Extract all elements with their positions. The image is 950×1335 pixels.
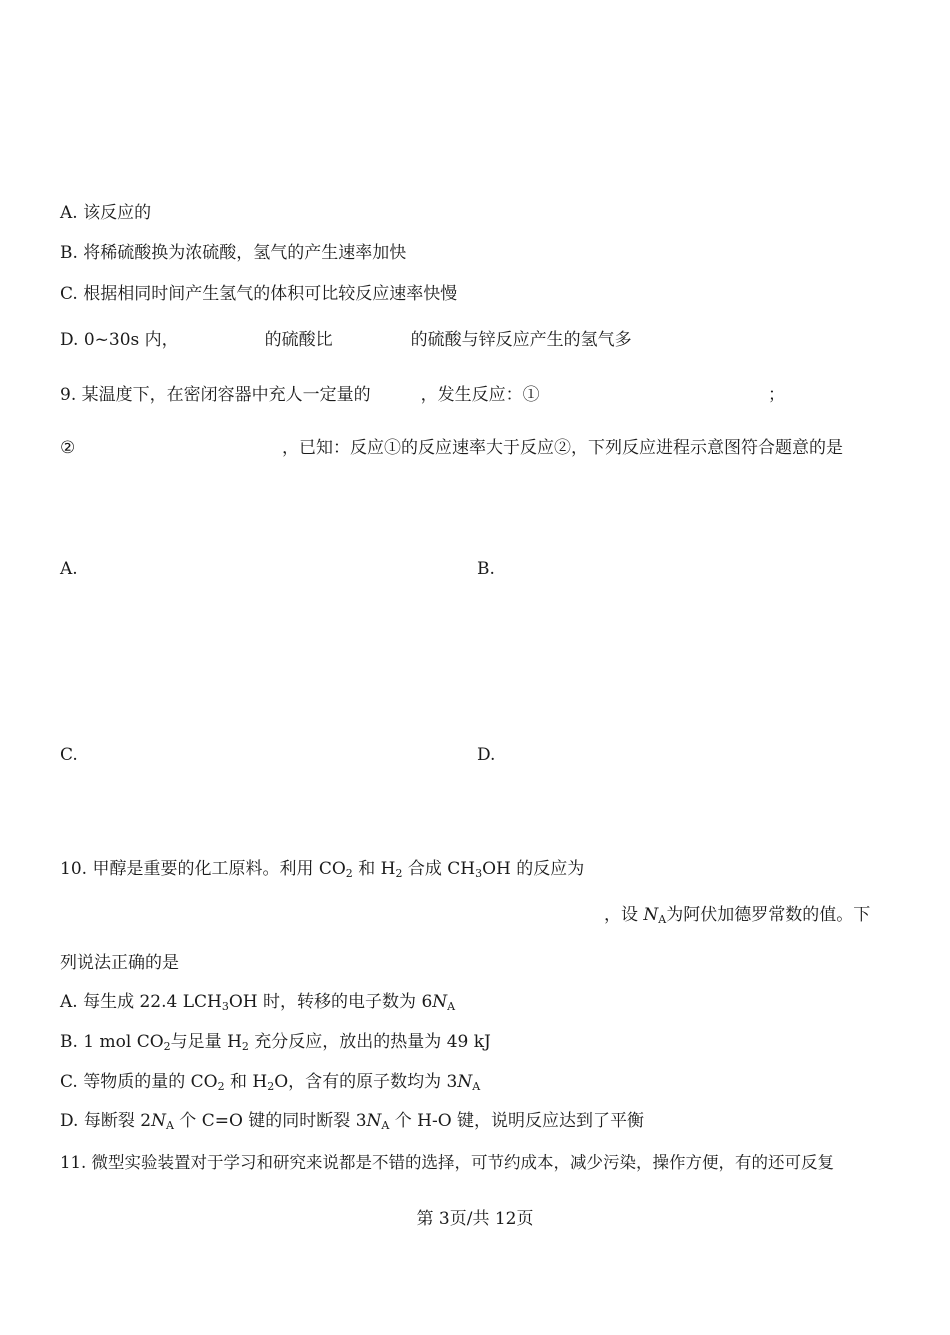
q10-opt-d-n: N xyxy=(151,1111,166,1131)
q10-opt-d-sub2: A xyxy=(381,1119,390,1132)
q8-option-d-part2: 的硫酸比 xyxy=(264,330,333,350)
q10-line2-t2: 为阿伏加德罗常数的值。下 xyxy=(666,905,871,925)
q8-option-d-part3: 的硫酸与锌反应产生的氢气多 xyxy=(410,330,632,350)
q9-option-c: C. xyxy=(60,745,78,765)
q10-line2-sub: A xyxy=(658,913,667,926)
q9-stem-part2: ，发生反应：① xyxy=(420,385,540,405)
q11-stem: 11. 微型实验装置对于学习和研究来说都是不错的选择，可节约成本，减少污染，操作方便，有的还可反复 xyxy=(60,1153,834,1172)
q10-opt-a-t2: OH 时，转移的电子数为 6 xyxy=(228,992,433,1012)
q10-opt-d-n2: N xyxy=(366,1111,382,1131)
q10-stem-sub3: 3 xyxy=(475,867,483,880)
q10-stem-t4: OH 的反应为 xyxy=(482,859,585,879)
q10-line3: 列说法正确的是 xyxy=(60,953,179,973)
q10-opt-b-t1: B. 1 mol CO xyxy=(60,1032,164,1052)
q10-opt-a-sub2: A xyxy=(447,1000,456,1013)
q10-option-b xyxy=(60,1031,491,1053)
q10-opt-c-t1: C. 等物质的量的 CO xyxy=(60,1072,218,1092)
q10-opt-c-sub3: A xyxy=(472,1080,481,1093)
q8-option-a: A. 该反应的 xyxy=(60,203,152,223)
q10-line2 xyxy=(604,904,870,926)
q9-stem xyxy=(60,384,540,406)
q8-option-c: C. 根据相同时间产生氢气的体积可比较反应速率快慢 xyxy=(60,284,458,304)
q10-opt-b-t3: 充分反应，放出的热量为 49 kJ xyxy=(248,1032,491,1052)
q9-option-d: D. xyxy=(477,745,496,765)
q10-opt-c-sub2: 2 xyxy=(267,1080,275,1093)
q10-opt-b-sub2: 2 xyxy=(241,1040,249,1053)
q10-stem xyxy=(60,858,584,880)
q10-opt-d-sub: A xyxy=(165,1119,174,1132)
q10-opt-a-n: N xyxy=(432,992,448,1012)
q10-opt-d-t1: D. 每断裂 2 xyxy=(60,1111,152,1131)
q9-line2-marker: ② xyxy=(60,438,76,458)
q10-stem-t1: 10. 甲醇是重要的化工原料。利用 CO xyxy=(60,859,346,879)
q8-option-b: B. 将稀硫酸换为浓硫酸，氢气的产生速率加快 xyxy=(60,243,407,263)
q10-stem-t3: 合成 CH xyxy=(402,859,476,879)
q10-opt-b-t2: 与足量 H xyxy=(170,1032,242,1052)
q10-opt-b-sub: 2 xyxy=(163,1040,171,1053)
q8-option-d xyxy=(60,329,632,351)
q10-opt-c-n: N xyxy=(457,1072,473,1092)
q10-opt-c-sub: 2 xyxy=(217,1080,225,1093)
q10-line2-n: N xyxy=(643,905,659,925)
q10-option-a xyxy=(60,991,455,1013)
q9-stem-semicolon: ； xyxy=(768,385,785,405)
q8-option-d-part1: D. 0~30s 内， xyxy=(60,330,179,350)
q10-option-c xyxy=(60,1071,480,1093)
q10-stem-sub1: 2 xyxy=(345,867,353,880)
q10-stem-sub2: 2 xyxy=(395,867,403,880)
q10-option-d xyxy=(60,1110,644,1132)
q10-opt-d-t3: 个 H-O 键，说明反应达到了平衡 xyxy=(389,1111,645,1131)
page-footer: 第 3页/共 12页 xyxy=(416,1209,534,1229)
q10-stem-t2: 和 H xyxy=(352,859,396,879)
q9-stem-part1: 9. 某温度下，在密闭容器中充人一定量的 xyxy=(60,385,371,405)
q9-option-a: A. xyxy=(60,559,78,579)
q10-opt-a-sub: 3 xyxy=(221,1000,229,1013)
q10-opt-c-t3: O，含有的原子数均为 3 xyxy=(274,1072,458,1092)
q9-option-b: B. xyxy=(477,559,495,579)
q10-opt-a-t1: A. 每生成 22.4 LCH xyxy=(60,992,222,1012)
q10-line2-t1: ，设 xyxy=(604,905,644,925)
q10-opt-d-t2: 个 C=O 键的同时断裂 3 xyxy=(173,1111,367,1131)
q10-opt-c-t2: 和 H xyxy=(224,1072,268,1092)
q9-line2-text: ，已知：反应①的反应速率大于反应②，下列反应进程示意图符合题意的是 xyxy=(282,438,843,458)
